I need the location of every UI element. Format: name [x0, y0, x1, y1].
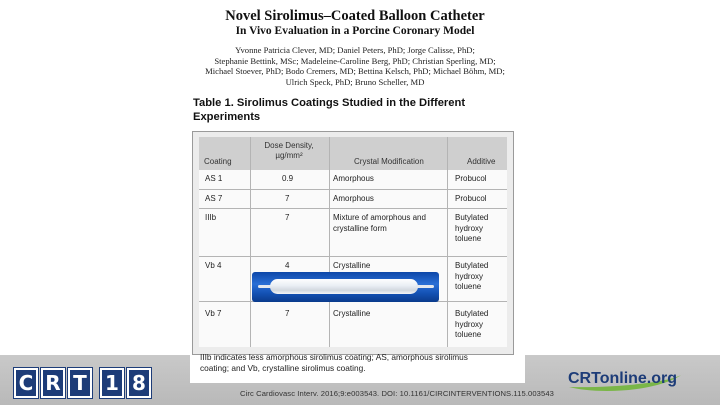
col-divider [250, 137, 251, 347]
cell-crystal-line: crystalline form [333, 223, 387, 233]
col-divider [329, 137, 330, 347]
cell-additive [455, 261, 488, 293]
header-dose-unit: µg/mm² [275, 151, 303, 160]
coatings-table [192, 131, 514, 355]
cell-additive-line: hydroxy [455, 271, 484, 281]
table-header [199, 137, 507, 170]
header-additive: Additive [467, 157, 496, 166]
cell-additive-line: toluene [455, 282, 482, 291]
coated-balloon [270, 279, 418, 294]
crt18-letter: R [41, 368, 65, 398]
table-title [193, 96, 523, 124]
cell-additive-line: Butylated [455, 309, 489, 318]
cell-additive-line: Butylated [455, 261, 489, 270]
cell-coating: AS 1 [205, 174, 223, 183]
cell-additive [455, 309, 488, 341]
cell-crystal: Crystalline [333, 261, 371, 270]
cell-coating: IIIb [205, 213, 217, 222]
cell-additive [455, 213, 488, 245]
col-divider [447, 137, 448, 347]
row-divider [199, 208, 507, 209]
cell-dose: 7 [285, 213, 290, 222]
footnote-line: IIIb indicates less amorphous sirolimus coating; AS, amorphous sirolimus [200, 352, 468, 362]
crt18-logo [14, 368, 151, 398]
cell-crystal-line: Mixture of amorphous and [333, 213, 426, 222]
table-footnote [200, 352, 522, 374]
header-crystal: Crystal Modification [354, 157, 424, 166]
cell-additive: Probucol [455, 194, 487, 203]
balloon-catheter-image [252, 272, 439, 302]
cell-crystal [333, 213, 426, 234]
cell-additive-line: hydroxy [455, 319, 484, 329]
citation-text: Circ Cardiovasc Interv. 2016;9:e003543. DOI: 10.1161/CIRCINTERVENTIONS.115.003543 [240, 389, 554, 398]
cell-crystal: Crystalline [333, 309, 371, 318]
cell-coating: Vb 4 [205, 261, 222, 270]
authors-line: Stephanie Bettink, MSc; Madeleine-Caroline Berg, PhD; Christian Sperling, MD; [214, 55, 496, 66]
cell-additive: Probucol [455, 174, 487, 183]
crtonline-logo [565, 366, 705, 392]
cell-dose: 7 [285, 194, 290, 203]
cell-additive-line: toluene [455, 330, 482, 339]
header-coating: Coating [204, 157, 232, 166]
authors-line: Ulrich Speck, PhD; Bruno Scheller, MD [285, 76, 425, 87]
crt18-letter: T [68, 368, 92, 398]
cell-crystal: Amorphous [333, 174, 374, 183]
table-title-line: Experiments [193, 111, 261, 123]
cell-additive-line: hydroxy [455, 223, 484, 233]
row-divider [199, 256, 507, 257]
cell-dose: 0.9 [282, 174, 294, 183]
paper-authors [185, 45, 525, 87]
cell-dose: 7 [285, 309, 290, 318]
cell-coating: Vb 7 [205, 309, 222, 318]
crt18-letter: 8 [127, 368, 151, 398]
cell-coating: AS 7 [205, 194, 223, 203]
paper-title: Novel Sirolimus–Coated Balloon Catheter [225, 8, 485, 24]
footnote-line: coating; and Vb, crystalline sirolimus coating. [200, 363, 366, 373]
crt18-letter: 1 [100, 368, 124, 398]
crtonline-text: CRTonline.org [568, 370, 678, 387]
crt18-letter: C [14, 368, 38, 398]
cell-additive-line: Butylated [455, 213, 489, 222]
table-title-line: Table 1. Sirolimus Coatings Studied in the Different [193, 97, 466, 109]
catheter-shaft [416, 285, 434, 288]
header-dose [259, 141, 319, 161]
authors-line: Michael Stoever, PhD; Bodo Cremers, MD; Bettina Kelsch, PhD; Michael Böhm, MD; [205, 66, 505, 76]
cell-crystal: Amorphous [333, 194, 374, 203]
row-divider [199, 189, 507, 190]
header-dose-line: Dose Density, [264, 141, 314, 150]
cell-additive-line: toluene [455, 234, 482, 243]
paper-subtitle: In Vivo Evaluation in a Porcine Coronary Model [235, 25, 475, 37]
authors-line: Yvonne Patricia Clever, MD; Daniel Peters, PhD; Jorge Calisse, PhD; [235, 45, 475, 55]
cell-dose: 4 [285, 261, 290, 270]
